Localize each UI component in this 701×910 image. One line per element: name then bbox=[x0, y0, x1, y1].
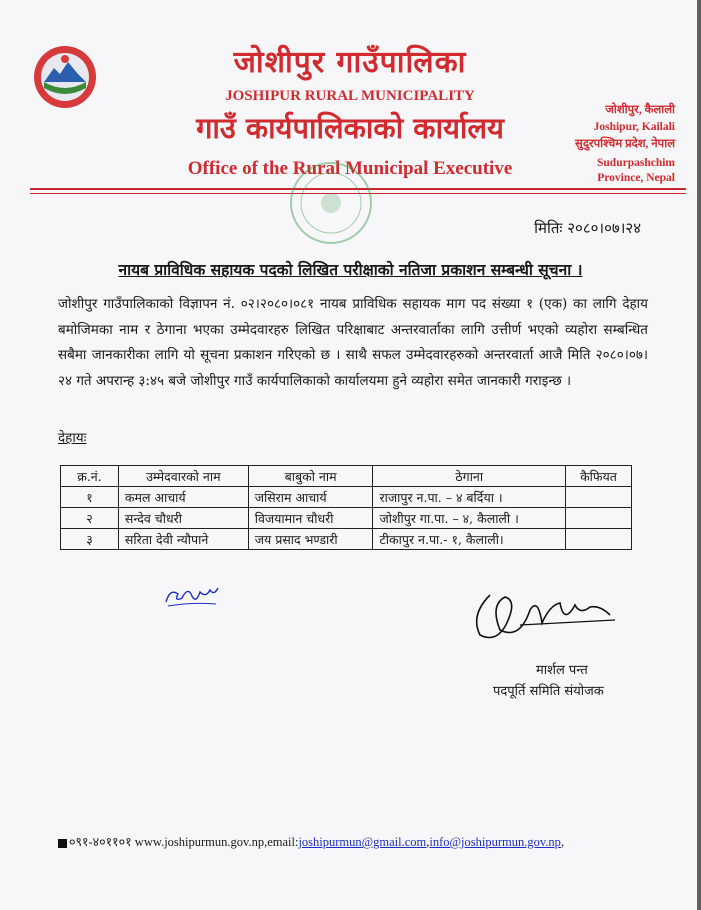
cell-address: राजापुर न.पा. – ४ बर्दिया । bbox=[373, 487, 566, 508]
cell-remarks bbox=[566, 487, 632, 508]
signer-name: मार्शल पन्त bbox=[536, 663, 588, 678]
address-line-5: Province, Nepal bbox=[597, 172, 675, 184]
table-row bbox=[61, 487, 632, 508]
cell-candidate-name: कमल आचार्य bbox=[118, 487, 248, 508]
notice-body: जोशीपुर गाउँपालिकाको विज्ञापन नं. ०२।२०८०।०८१ नायब प्राविधिक सहायक माग पद संख्या १ (एक) का लागि देहाय बमोजिमका नाम र ठेगाना भएका उम्मेदवारहरु लिखित परिक्षाबाट अन्तरवार्ताका लागि उत्तीर्ण भएको व्यहोरा सम्बन्धित सबैमा जानकारीका लागि यो सूचना प्रकाशन गरिएको छ । साथै सफल उम्मेदवारहरुको अन्तरवार्ता आजै मिति २०८०।०७।२४ गते अपरान्ह ३:४५ बजे जोशीपुर गाउँ कार्यपालिकाको कार्यालयमा हुने व्यहोरा समेत जानकारी गराइन्छ । bbox=[58, 296, 648, 389]
cell-father-name: विजयामान चौधरी bbox=[248, 508, 373, 529]
table-header-row bbox=[61, 466, 632, 487]
footer-contact bbox=[58, 833, 564, 850]
cell-candidate-name: सरिता देवी न्यौपाने bbox=[118, 529, 248, 550]
footer-email-info[interactable]: info@joshipurmun.gov.np bbox=[429, 835, 561, 849]
municipality-name-english: JOSHIPUR RURAL MUNICIPALITY bbox=[225, 88, 475, 104]
municipality-emblem bbox=[32, 44, 98, 110]
handwritten-initials bbox=[162, 580, 222, 610]
header-serial: क्र.नं. bbox=[61, 466, 119, 487]
list-label: देहायः bbox=[58, 430, 87, 446]
notice-subject: नायब प्राविधिक सहायक पदको लिखित परीक्षाको नतिजा प्रकाशन सम्बन्धी सूचना । bbox=[118, 260, 583, 279]
phone-icon bbox=[58, 839, 67, 848]
cell-serial: २ bbox=[61, 508, 119, 529]
office-name-nepali: गाउँ कार्यपालिकाको कार्यालय bbox=[196, 111, 504, 145]
cell-candidate-name: सन्देव चौधरी bbox=[118, 508, 248, 529]
table-row bbox=[61, 529, 632, 550]
address-line-4: Sudurpashchim bbox=[597, 157, 675, 169]
footer-website: www.joshipurmun.gov.np,email: bbox=[134, 835, 299, 849]
footer-phone: ०९१-४०११०१ bbox=[69, 835, 132, 849]
signature bbox=[460, 585, 620, 655]
official-stamp bbox=[276, 148, 386, 258]
footer-trailing: , bbox=[560, 835, 565, 849]
header-address: ठेगाना bbox=[373, 466, 566, 487]
address-line-1: जोशीपुर, कैलाली bbox=[605, 104, 675, 116]
address-line-3: सुदुरपश्चिम प्रदेश, नेपाल bbox=[575, 138, 675, 150]
cell-serial: ३ bbox=[61, 529, 119, 550]
cell-address: जोशीपुर गा.पा. – ४, कैलाली । bbox=[373, 508, 566, 529]
cell-father-name: जय प्रसाद भण्डारी bbox=[248, 529, 373, 550]
cell-remarks bbox=[566, 508, 632, 529]
address-line-2: Joshipur, Kailali bbox=[593, 121, 675, 133]
cell-address: टीकापुर न.पा.- १, कैलाली। bbox=[373, 529, 566, 550]
header-remarks: कैफियत bbox=[566, 466, 632, 487]
cell-father-name: जसिराम आचार्य bbox=[248, 487, 373, 508]
header-father-name: बाबुको नाम bbox=[248, 466, 373, 487]
cell-remarks bbox=[566, 529, 632, 550]
scan-edge bbox=[697, 0, 701, 910]
signer-title: पदपूर्ति समिति संयोजक bbox=[493, 684, 604, 699]
notice-date: मितिः २०८०।०७।२४ bbox=[534, 219, 641, 237]
candidates-table bbox=[60, 465, 632, 550]
office-name-english: Office of the Rural Municipal Executive bbox=[187, 158, 513, 179]
header-candidate-name: उम्मेदवारको नाम bbox=[118, 466, 248, 487]
cell-serial: १ bbox=[61, 487, 119, 508]
municipality-name-nepali: जोशीपुर गाउँपालिका bbox=[233, 45, 467, 80]
footer-email-primary[interactable]: joshipurmun@gmail.com bbox=[298, 835, 427, 849]
footer-separator: , bbox=[426, 835, 430, 849]
table-row bbox=[61, 508, 632, 529]
